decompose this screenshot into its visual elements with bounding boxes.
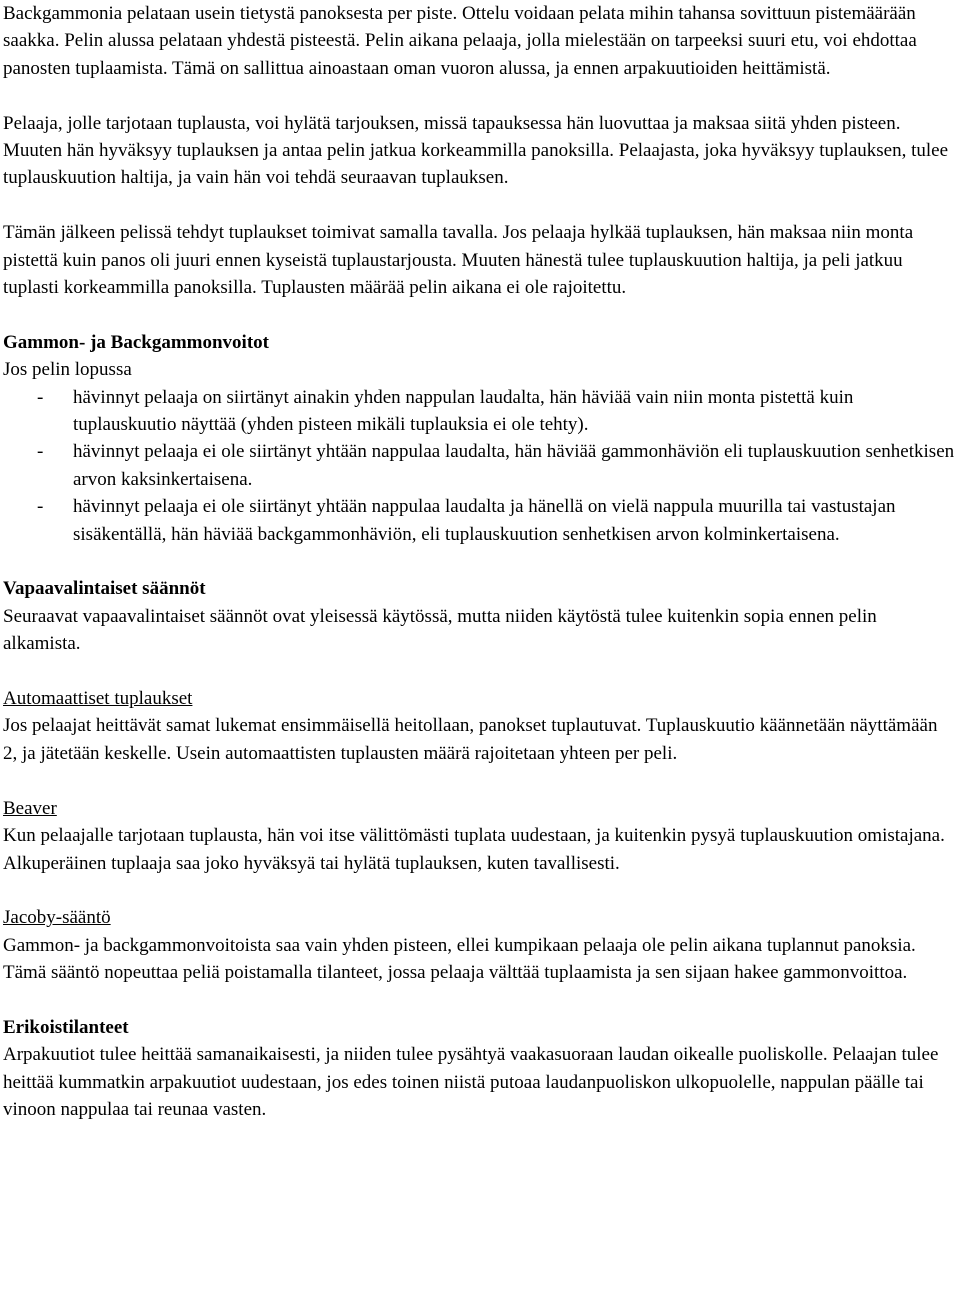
automatic-doubles-text: Jos pelaajat heittävät samat lukemat ensimmäisellä heitollaan, panokset tuplautuvat. Tuplauskuutio käännetään näyttämään 2, ja jätetään keskelle. Usein automaattisten tuplausten määrä rajoitetaan yhteen per peli. <box>3 715 938 764</box>
list-dash: - <box>37 441 44 463</box>
list-item-text: hävinnyt pelaaja on siirtänyt ainakin yhden nappulan laudalta, hän häviää vain niin monta pistettä kuin tuplauskuutio näyttää (yhden pisteen mikäli tuplauksia ei ole tehty). <box>73 386 854 436</box>
list-dash: - <box>37 386 44 408</box>
special-situations-text: Arpakuutiot tulee heittää samanaikaisesti, ja niiden tulee pysähtyä vaakasuoraan laudan oikealle puoliskolle. Pelaajan tulee heittää kummatkin arpakuutiot uudestaan, jos edes toinen niistä putoaa laudanpuoliskon ulkopuolelle, nappulan päälle tai vinoon nappulaa tai reunaa vasten. <box>3 1044 939 1121</box>
list-item-text: hävinnyt pelaaja ei ole siirtänyt yhtään nappulaa laudalta ja hänellä on vielä nappula muurilla tai vastustajan sisäkentällä, hän häviää backgammonhäviön, eli tuplauskuution senhetkisen arvon kolminkertaisena. <box>73 496 896 545</box>
list-item <box>3 493 955 548</box>
paragraph-intro: Backgammonia pelataan usein tietystä panoksesta per piste. Ottelu voidaan pelata mihin tahansa sovittuun pistemäärään saakka. Pelin alussa pelataan yhdestä pisteestä. Pelin aikana pelaaja, jolla mielestään on tarpeeksi suuri etu, voi ehdottaa panosten tuplaamista. Tämä on sallittua ainoastaan oman vuoron alussa, ja ennen arpakuutioiden heittämistä. <box>3 3 917 79</box>
gammon-lead: Jos pelin lopussa <box>3 359 132 381</box>
beaver-text: Kun pelaajalle tarjotaan tuplausta, hän voi itse välittömästi tuplata uudestaan, ja kuitenkin pysyä tuplauskuution omistajana. Alkuperäinen tuplaaja saa joko hyväksyä tai hylätä tuplauksen, kuten tavallisesti. <box>3 825 945 874</box>
heading-gammon: Gammon- ja Backgammonvoitot <box>3 331 269 353</box>
list-dash: - <box>37 496 44 518</box>
list-item <box>3 438 955 493</box>
jacoby-rule-text: Gammon- ja backgammonvoitoista saa vain yhden pisteen, ellei kumpikaan pelaaja ole pelin aikana tuplannut panoksia. Tämä sääntö nopeuttaa peliä poistamalla tilanteet, jossa pelaaja välttää tuplaamista ja sen sijaan hakee gammonvoittoa. <box>3 934 916 984</box>
document-page <box>3 0 955 1124</box>
paragraph-reject: Pelaaja, jolle tarjotaan tuplausta, voi hylätä tarjouksen, missä tapauksessa hän luovuttaa ja maksaa siitä yhden pisteen. Muuten hän hyväksyy tuplauksen ja antaa pelin jatkua korkeammilla panoksilla. Pelaajasta, joka hyväksyy tuplauksen, tulee tuplauskuution haltija, ja vain hän voi tehdä seuraavan tuplauksen. <box>3 112 948 189</box>
subheading-beaver: Beaver <box>3 797 57 819</box>
gammon-list <box>3 384 955 548</box>
heading-optional-rules: Vapaavalintaiset säännöt <box>3 578 206 600</box>
optional-rules-text: Seuraavat vapaavalintaiset säännöt ovat yleisessä käytössä, mutta niiden käytöstä tulee kuitenkin sopia ennen pelin alkamista. <box>3 605 877 655</box>
paragraph-later: Tämän jälkeen pelissä tehdyt tuplaukset toimivat samalla tavalla. Jos pelaaja hylkää tuplauksen, hän maksaa niin monta pistettä kuin panos oli juuri ennen kyseistä tuplaustarjousta. Muuten hänestä tulee tuplauskuution haltija, ja peli jatkuu tuplasti korkeammilla panoksilla. Tuplausten määrää pelin aikana ei ole rajoitettu. <box>3 222 914 299</box>
list-item-text: hävinnyt pelaaja ei ole siirtänyt yhtään nappulaa laudalta, hän häviää gammonhäviön eli tuplauskuution senhetkisen arvon kaksinkertaisena. <box>73 441 955 490</box>
subheading-jacoby-rule: Jacoby-sääntö <box>3 907 111 929</box>
list-item <box>3 384 955 439</box>
heading-special-situations: Erikoistilanteet <box>3 1016 129 1038</box>
subheading-automatic-doubles: Automaattiset tuplaukset <box>3 688 193 710</box>
